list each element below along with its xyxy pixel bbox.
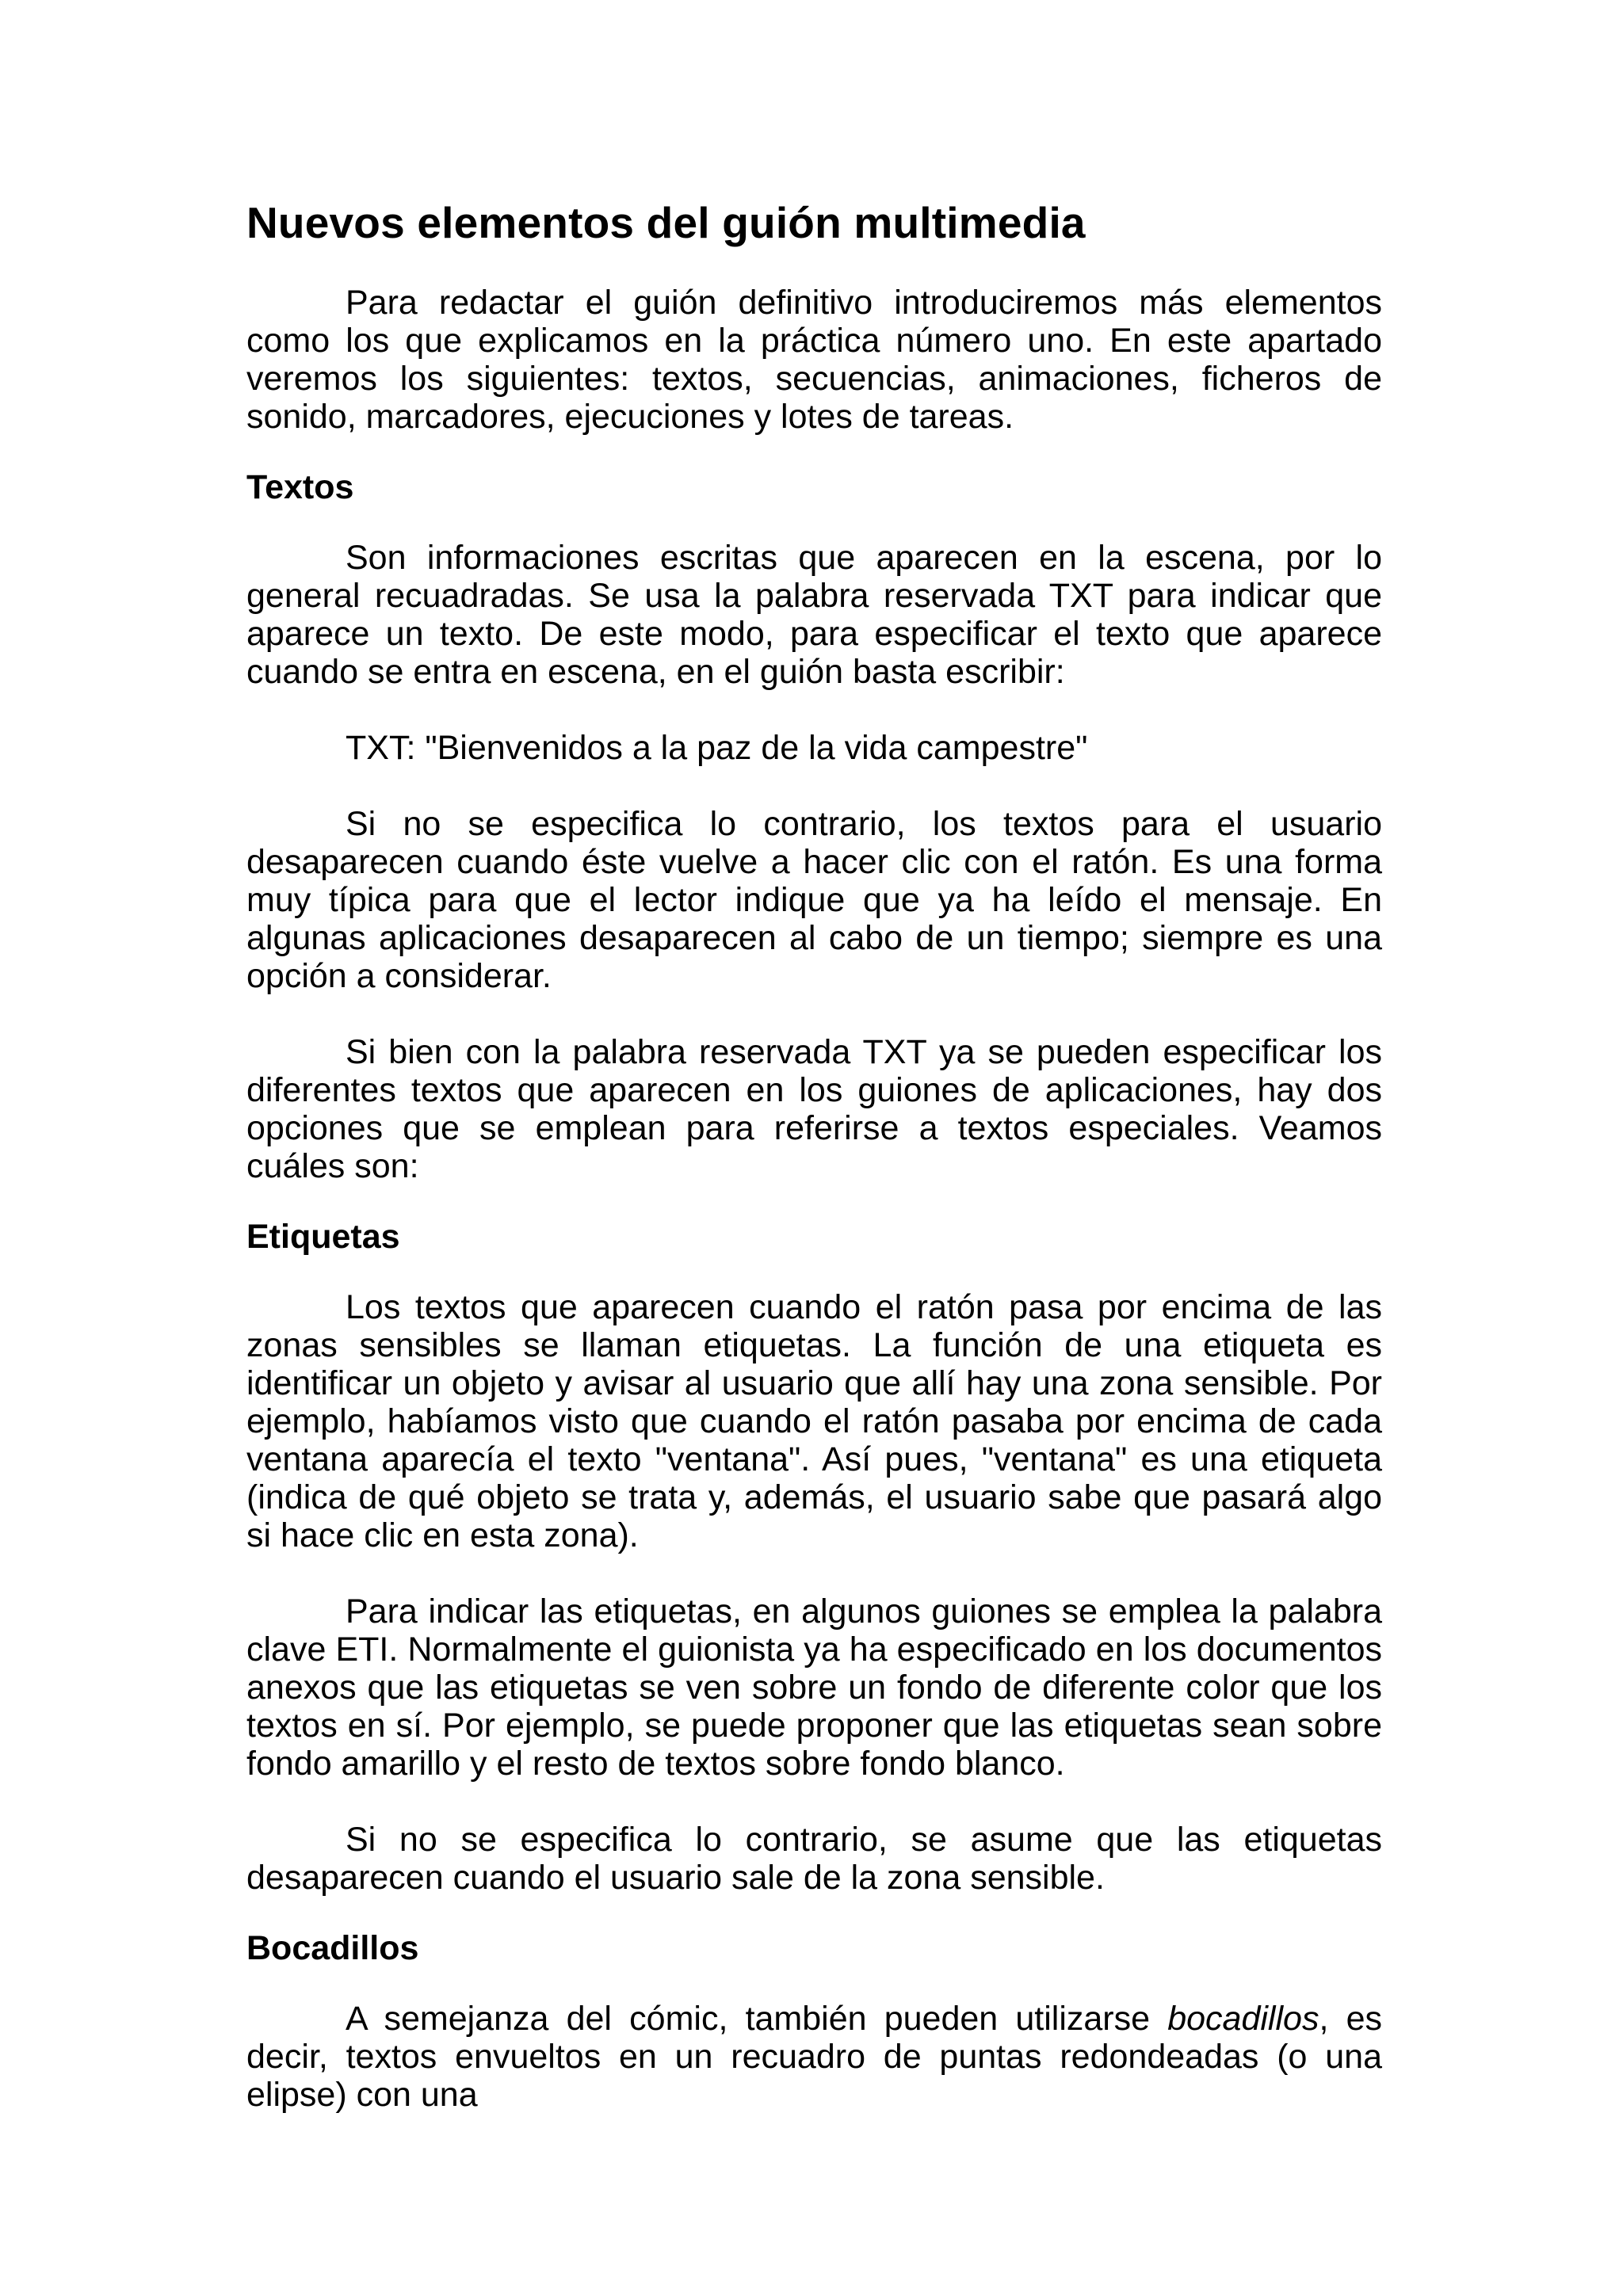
section-heading-bocadillos: Bocadillos [246,1929,419,1967]
textos-paragraph-2: Si no se especifica lo contrario, los textos para el usuario desaparecen cuando éste vuelve a hacer clic con el ratón. Es una forma muy típica para que el lector indique que ya ha leído el mensaje. En algunas aplicaciones desaparecen al cabo de un tiempo; siempre es una opción a considerar. [246,805,1382,995]
section-heading-textos: Textos [246,468,354,506]
bocadillos-paragraph-1 [246,2000,1382,2114]
section-heading-etiquetas: Etiquetas [246,1218,400,1256]
bocadillos-text-after: , es decir, textos envueltos en un recuadro de puntas redondeadas (o una elipse) con una [246,2000,1382,2114]
bocadillos-text-before: A semejanza del cómic, también pueden utilizarse [346,2000,1168,2038]
page-title: Nuevos elementos del guión multimedia [246,198,1086,247]
textos-paragraph-3: Si bien con la palabra reservada TXT ya se pueden especificar los diferentes textos que aparecen en los guiones de aplicaciones, hay dos opciones que se emplean para referirse a textos especiales. Veamos cuáles son: [246,1033,1382,1185]
etiquetas-paragraph-3: Si no se especifica lo contrario, se asume que las etiquetas desaparecen cuando el usuario sale de la zona sensible. [246,1821,1382,1897]
etiquetas-paragraph-2: Para indicar las etiquetas, en algunos guiones se emplea la palabra clave ETI. Normalmente el guionista ya ha especificado en los documentos anexos que las etiquetas se ven sobre un fondo de diferente color que los textos en sí. Por ejemplo, se puede proponer que las etiquetas sean sobre fondo amarillo y el resto de textos sobre fondo blanco. [246,1592,1382,1783]
etiquetas-paragraph-1: Los textos que aparecen cuando el ratón pasa por encima de las zonas sensibles se llaman etiquetas. La función de una etiqueta es identificar un objeto y avisar al usuario que allí hay una zona sensible. Por ejemplo, habíamos visto que cuando el ratón pasaba por encima de cada ventana aparecía el texto "ventana". Así pues, "ventana" es una etiqueta (indica de qué objeto se trata y, además, el usuario sabe que pasará algo si hace clic en esta zona). [246,1288,1382,1554]
intro-paragraph: Para redactar el guión definitivo introduciremos más elementos como los que explicamos en la práctica número uno. En este apartado veremos los siguientes: textos, secuencias, animaciones, ficheros de sonido, marcadores, ejecuciones y lotes de tareas. [246,284,1382,436]
bocadillos-term: bocadillos [1167,2000,1319,2038]
textos-paragraph-1: Son informaciones escritas que aparecen en la escena, por lo general recuadradas. Se usa la palabra reservada TXT para indicar que aparece un texto. De este modo, para especificar el texto que aparece cuando se entra en escena, en el guión basta escribir: [246,539,1382,691]
page-content [246,194,1382,2114]
txt-example-line: TXT: "Bienvenidos a la paz de la vida campestre" [346,729,1088,767]
